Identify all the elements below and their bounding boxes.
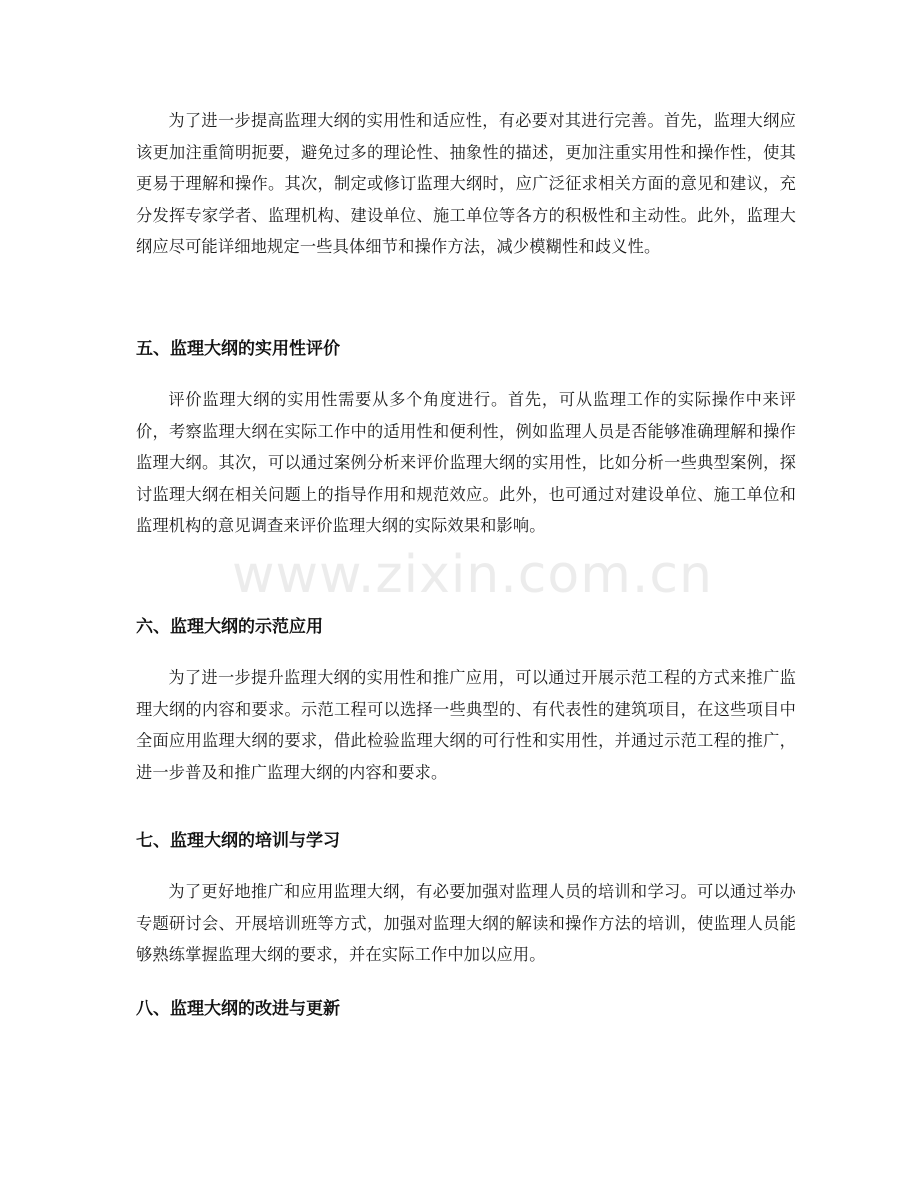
heading-section-5: 五、监理大纲的实用性评价 (136, 339, 340, 359)
paragraph-improvement: 为了进一步提高监理大纲的实用性和适应性，有必要对其进行完善。首先，监理大纲应该更加注重简明扼要，避免过多的理论性、抽象性的描述，更加注重实用性和操作性，使其更易于理解和操作。其次，制定或修订监理大纲时，应广泛征求相关方面的意见和建议，充分发挥专家学者、监理机构、建设单位、施工单位等各方的积极性和主动性。此外，监理大纲应尽可能详细地规定一些具体细节和操作方法，减少模糊性和歧义性。 (136, 111, 796, 256)
watermark-text: www.zixin.com.cn (232, 545, 713, 605)
paragraph-demonstration: 为了进一步提升监理大纲的实用性和推广应用，可以通过开展示范工程的方式来推广监理大纲的内容和要求。示范工程可以选择一些典型的、有代表性的建筑项目，在这些项目中全面应用监理大纲的要求，借此检验监理大纲的可行性和实用性，并通过示范工程的推广，进一步普及和推广监理大纲的内容和要求。 (136, 668, 796, 782)
paragraph-evaluation: 评价监理大纲的实用性需要从多个角度进行。首先，可从监理工作的实际操作中来评价，考察监理大纲在实际工作中的适用性和便利性，例如监理人员是否能够准确理解和操作监理大纲。其次，可以通过案例分析来评价监理大纲的实用性，比如分析一些典型案例，探讨监理大纲在相关问题上的指导作用和规范效应。此外，也可通过对建设单位、施工单位和监理机构的意见调查来评价监理大纲的实际效果和影响。 (136, 390, 796, 535)
heading-section-6: 六、监理大纲的示范应用 (136, 617, 323, 637)
heading-section-8: 八、监理大纲的改进与更新 (136, 999, 340, 1019)
paragraph-training: 为了更好地推广和应用监理大纲，有必要加强对监理人员的培训和学习。可以通过举办专题研讨会、开展培训班等方式，加强对监理大纲的解读和操作方法的培训，使监理人员能够熟练掌握监理大纲的要求，并在实际工作中加以应用。 (136, 882, 796, 964)
heading-section-7: 七、监理大纲的培训与学习 (136, 831, 340, 851)
